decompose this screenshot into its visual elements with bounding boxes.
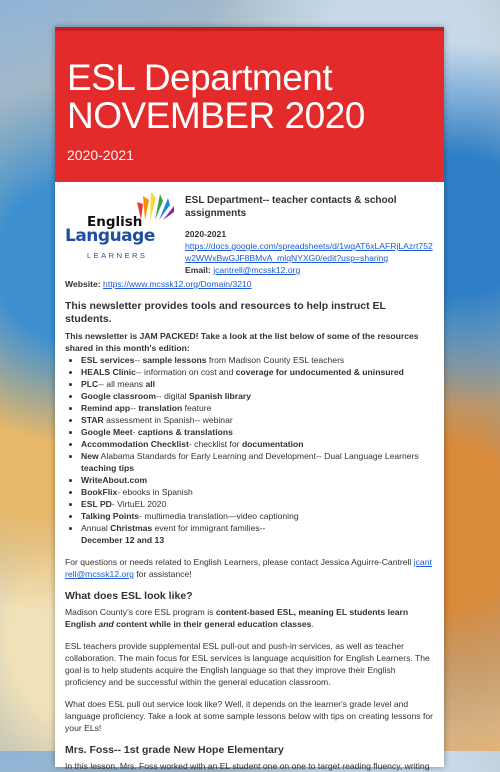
resource-list-item (81, 354, 434, 366)
resource-list (65, 354, 434, 546)
website-label: Website: (65, 279, 101, 289)
resource-item-b2: December 12 and 13 (81, 535, 165, 545)
resource-item-b2: teaching tips (81, 463, 135, 473)
resource-list-item (81, 438, 434, 450)
resource-item-b2: coverage for undocumented & uninsured (235, 367, 404, 377)
resource-item-t: - ebooks in Spanish (117, 487, 193, 497)
contact-title: ESL Department-- teacher contacts & school assignments (185, 195, 397, 219)
website-row (65, 278, 434, 290)
resource-item-b2: translation (138, 403, 183, 413)
email-label: Email: (185, 265, 211, 275)
resource-item-t2: event for immigrant families-- (152, 523, 266, 533)
resource-item-b: WriteAbout.com (81, 475, 148, 485)
newsletter-content (55, 182, 444, 772)
resource-item-b: Remind app (81, 403, 131, 413)
resource-item-b: ESL services (81, 355, 135, 365)
foss-heading: Mrs. Foss-- 1st grade New Hope Elementary (65, 744, 284, 756)
logo-learners-text: LEARNERS (87, 251, 148, 260)
resource-list-item (81, 426, 434, 438)
resource-item-b2: sample lessons (142, 355, 207, 365)
contact-spreadsheet-link[interactable]: https://docs.google.com/spreadsheets/d/1wqAT6xLAFRjLAzrt752w2WWxBwGJF8BMvA_mlqNYXG0/edit?usp=sharing (185, 241, 433, 263)
resource-item-t: Annual (81, 523, 111, 533)
resource-item-t: - multimedia translation—video captioning (139, 511, 299, 521)
resource-item-b: BookFlix (81, 487, 118, 497)
resource-item-b: New (81, 451, 99, 461)
resource-item-b: ESL PD (81, 499, 112, 509)
resource-item-t2: feature (182, 403, 212, 413)
resource-item-b: Accommodation Checklist (81, 439, 189, 449)
esl-look-paragraph-3: What does ESL pull out service look like? Well, it depends on the learner's grade level and language proficiency. Take a look at some sample lessons below with tips on creating lessons for your ELs! (65, 699, 433, 733)
resource-item-b: Google Meet (81, 427, 133, 437)
intro-lead: This newsletter is JAM PACKED! Take a look at the list below of some of the resources shared in this month's edition: (65, 331, 419, 353)
resource-item-b: HEALS Clinic (81, 367, 136, 377)
resource-list-item (81, 414, 434, 426)
resource-list-item (81, 510, 434, 522)
questions-email-link[interactable]: jcantrell@mcssk12.org (65, 557, 432, 579)
resource-item-b2: Spanish library (188, 391, 252, 401)
intro-heading: This newsletter provides tools and resources to help instruct EL students. (65, 300, 386, 325)
esl-look-paragraph-1 (65, 606, 434, 630)
resource-item-t: -- digital (155, 391, 189, 401)
logo-language-text: Language (65, 226, 155, 246)
esl-look-paragraph-2: ESL teachers provide supplemental ESL pull-out and push-in services, as well as teacher collaboration. The main focus for ESL services is language acquisition for English Learners. The goal is to help students acquire the English language so that they improve their English proficiency and be successful within the general education classroom. (65, 641, 430, 687)
contact-year: 2020-2021 (185, 229, 227, 239)
newsletter-title (67, 59, 432, 135)
resource-list-item (81, 366, 434, 378)
p1-part-b: content-based ESL, meaning EL students learn English (65, 607, 409, 629)
questions-text: For questions or needs related to English Learners, please contact Jessica Aguirre-Cantrell (65, 557, 412, 567)
contact-email-link[interactable]: jcantrell@mcssk12.org (213, 265, 301, 275)
resource-item-t2: from Madison County ESL teachers (206, 355, 345, 365)
resource-item-b2: documentation (241, 439, 304, 449)
contact-email-row (185, 264, 434, 276)
resource-item-t: -- (130, 403, 139, 413)
resource-list-item (81, 474, 434, 486)
resource-list-item (81, 378, 434, 390)
resource-list-item (81, 390, 434, 402)
resource-item-b: Google classroom (81, 391, 156, 401)
foss-paragraph: In this lesson, Mrs. Foss worked with an EL student one on one to target reading fluency, writing (65, 761, 430, 771)
resource-item-b2: Christmas (110, 523, 153, 533)
resource-item-b: Talking Points (81, 511, 140, 521)
resource-item-t: - VirtuEL 2020 (111, 499, 167, 509)
title-line-1: ESL Department (67, 57, 333, 98)
p1-part-c: and (98, 619, 114, 629)
questions-after: for assistance! (133, 569, 192, 579)
resource-item-b: STAR (81, 415, 104, 425)
contact-info (185, 192, 434, 276)
resource-list-item (81, 402, 434, 414)
resource-item-t: -- all means (98, 379, 146, 389)
p1-part-d: content while in their general education classes (113, 619, 312, 629)
resource-item-t: assessment in Spanish-- webinar (103, 415, 233, 425)
english-language-learners-logo (65, 192, 177, 260)
resource-list-item (81, 522, 434, 534)
resource-list-item (81, 486, 434, 498)
logo-english-text: English (87, 214, 143, 230)
resource-item-t: Alabama Standards for Early Learning and Development-- Dual Language Learners (98, 451, 419, 461)
resource-item-t: -- information on cost and (135, 367, 236, 377)
contact-block (65, 192, 434, 276)
questions-paragraph (65, 556, 434, 580)
website-link[interactable]: https://www.mcssk12.org/Domain/3210 (103, 279, 252, 289)
resource-item-t: - checklist for (188, 439, 242, 449)
resource-list-item (81, 498, 434, 510)
resource-list-item (81, 450, 434, 474)
resource-item-b2: captions & translations (137, 427, 233, 437)
p1-part-e: . (311, 619, 314, 629)
newsletter-card (55, 27, 444, 771)
resource-item-t: -- (134, 355, 143, 365)
p1-part-a: Madison County's core ESL program is (65, 607, 216, 617)
resource-list-item (81, 534, 434, 546)
newsletter-header (55, 27, 444, 182)
resource-item-t: - (132, 427, 138, 437)
esl-look-heading: What does ESL look like? (65, 590, 193, 602)
newsletter-subtitle: 2020-2021 (67, 147, 134, 163)
resource-item-b: PLC (81, 379, 99, 389)
title-line-2: NOVEMBER 2020 (67, 95, 365, 136)
resource-item-b2: all (145, 379, 156, 389)
